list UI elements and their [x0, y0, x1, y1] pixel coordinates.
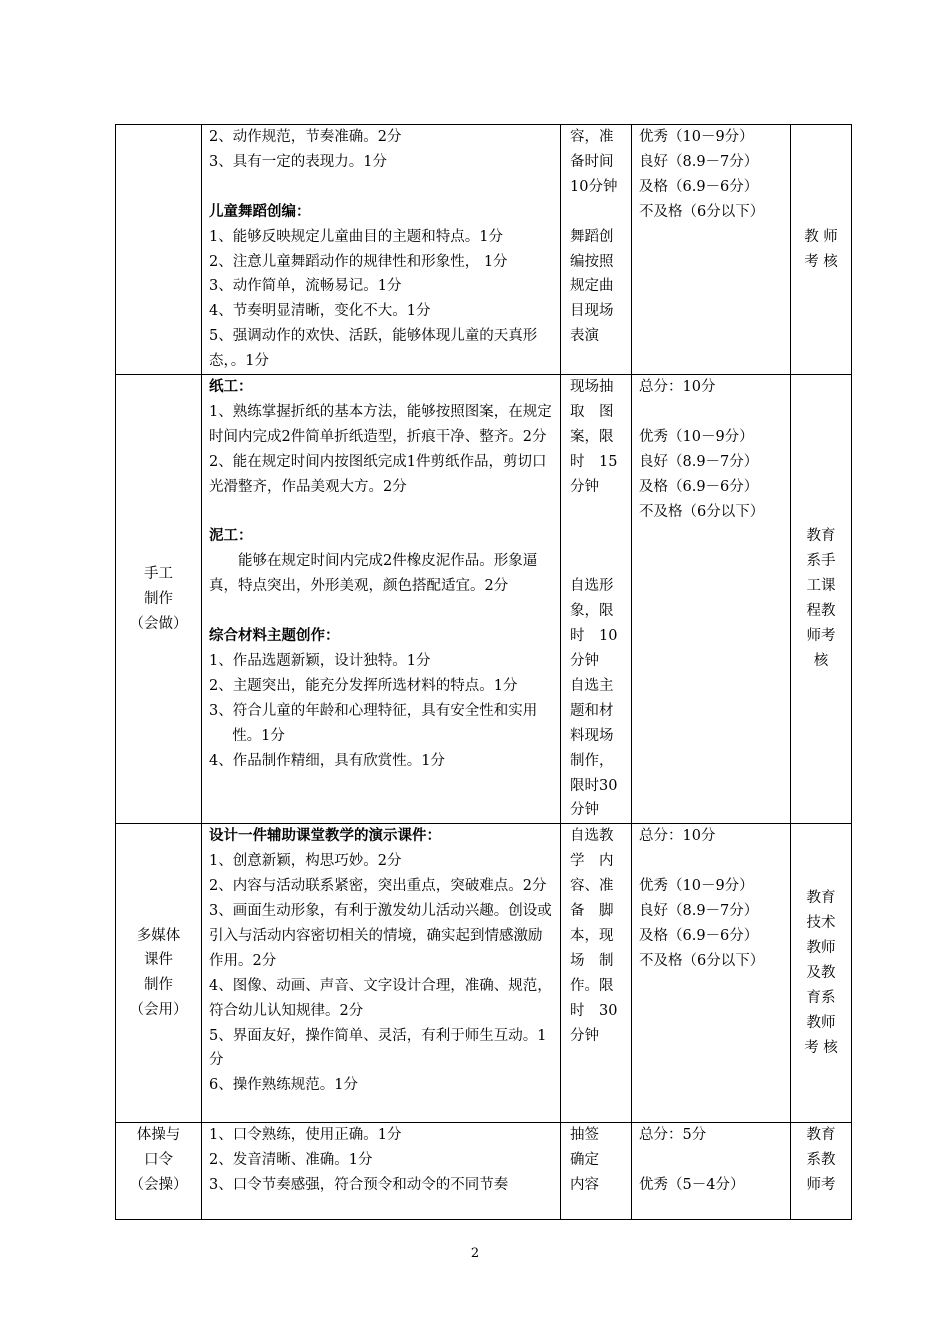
method-line: 题和材	[570, 702, 614, 719]
method-line: 表演	[570, 328, 599, 345]
method-line: 时 30	[570, 1002, 618, 1019]
method-line: 案，限	[570, 428, 614, 445]
table-row	[116, 125, 852, 375]
criteria-line: 2、动作规范，节奏准确。2分	[209, 129, 402, 145]
scoring-line: 及格（6.9－6分）	[639, 478, 759, 495]
criteria-heading: 设计一件辅助课堂教学的演示课件：	[209, 827, 441, 845]
method-line: 容、准	[570, 878, 614, 895]
assessment-table-body	[116, 125, 852, 1220]
assessor-line: 教师	[806, 939, 836, 956]
item-name-cell	[116, 125, 202, 375]
assessor-line: 程教	[806, 603, 836, 620]
scoring-line	[639, 1148, 786, 1173]
criteria-line: 3、口令节奏感强，符合预令和动令的不同节奏	[209, 1177, 509, 1194]
method-line: 料现场	[570, 727, 614, 744]
method-line: 作。限	[570, 977, 614, 994]
scoring-line	[639, 849, 786, 874]
assessor-line: 教 师	[804, 228, 838, 245]
criteria-heading: 儿童舞蹈创编：	[209, 202, 311, 220]
criteria-line: 4、作品制作精细，具有欣赏性。1分	[209, 752, 445, 769]
assessor-line: 教育	[806, 890, 836, 907]
method-line: 确定	[570, 1152, 599, 1169]
method-line: 现场抽	[570, 379, 614, 396]
criteria-line: 3、画面生动形象，有利于激发幼儿活动兴趣。创设或引入与活动内容密切相关的情境，确实起到情感激励作用。2分	[209, 903, 552, 969]
scoring-line: 总分：10分	[639, 379, 716, 396]
criteria-heading: 纸工：	[209, 378, 253, 396]
method-line: 抽签	[570, 1127, 599, 1144]
criteria-line	[209, 175, 556, 200]
criteria-line	[209, 599, 556, 624]
criteria-line: 1、能够反映规定儿童曲目的主题和特点。1分	[209, 228, 503, 245]
scoring-line: 及格（6.9－6分）	[639, 927, 759, 944]
method-line: 场 制	[570, 952, 614, 969]
criteria-line: 6、操作熟练规范。1分	[209, 1077, 358, 1094]
criteria-line: 2、注意儿童舞蹈动作的规律性和形象性， 1分	[209, 253, 508, 270]
item-name: 手工 制作 （会做）	[129, 565, 188, 632]
method-line: 限时30	[570, 777, 618, 794]
criteria-cell	[202, 824, 561, 1123]
assessor-cell	[791, 824, 852, 1123]
assessor-line: 核	[813, 652, 829, 669]
assessor-cell	[791, 125, 852, 375]
table-row	[116, 1123, 852, 1220]
item-name: 体操与 口令 （会操）	[129, 1127, 188, 1194]
method-line: 分钟	[570, 1027, 599, 1044]
method-line: 备时间	[570, 153, 614, 170]
method-line: 10分钟	[570, 178, 618, 195]
criteria-cell	[202, 1123, 561, 1220]
item-name-cell	[116, 1123, 202, 1220]
assessor-cell	[791, 375, 852, 824]
scoring-cell	[632, 125, 791, 375]
scoring-line: 总分：5分	[639, 1127, 707, 1144]
assessor-line: 考 核	[804, 253, 838, 270]
criteria-line: 1、熟练掌握折纸的基本方法，能够按照图案，在规定时间内完成2件简单折纸造型，折痕干净、整齐。2分	[209, 403, 552, 445]
method-line	[570, 549, 627, 574]
scoring-line: 不及格（6分以下）	[639, 203, 765, 220]
assessor-line: 师考	[806, 628, 836, 645]
criteria-line: 3、符合儿童的年龄和心理特征，具有安全性和实用性。1分	[209, 702, 538, 744]
method-cell	[561, 824, 632, 1123]
criteria-line: 2、能在规定时间内按图纸完成1件剪纸作品，剪切口光滑整齐，作品美观大方。2分	[209, 453, 547, 495]
method-line: 时 15	[570, 453, 618, 470]
scoring-line: 总分：10分	[639, 828, 716, 845]
table-row	[116, 824, 852, 1123]
method-cell	[561, 375, 632, 824]
table-row	[116, 375, 852, 824]
criteria-line: 5、界面友好，操作简单、灵活，有利于师生互动。1分	[209, 1027, 547, 1069]
criteria-line: 2、主题突出，能充分发挥所选材料的特点。1分	[209, 677, 518, 694]
method-line: 取 图	[570, 403, 614, 420]
method-cell	[561, 1123, 632, 1220]
scoring-line: 良好（8.9－7分）	[639, 453, 759, 470]
criteria-line: 3、具有一定的表现力。1分	[209, 153, 387, 170]
scoring-line: 及格（6.9－6分）	[639, 178, 759, 195]
scoring-line: 优秀（10－9分）	[639, 428, 754, 445]
scoring-line: 优秀（10－9分）	[639, 878, 754, 895]
method-line: 制作，	[570, 752, 614, 769]
criteria-line: 2、发音清晰、准确。1分	[209, 1152, 373, 1169]
assessor-line: 及教	[806, 964, 836, 981]
criteria-line: 3、动作简单，流畅易记。1分	[209, 278, 402, 295]
criteria-line: 4、图像、动画、声音、文字设计合理，准确、规范，符合幼儿认知规律。2分	[209, 977, 552, 1019]
scoring-line: 良好（8.9－7分）	[639, 903, 759, 920]
assessor-line: 育系	[806, 989, 836, 1006]
method-line: 学 内	[570, 853, 614, 870]
assessor-line: 教育	[806, 1127, 836, 1144]
method-line	[570, 524, 627, 549]
criteria-heading: 泥工：	[209, 527, 253, 545]
item-name: 多媒体 课件 制作 （会用）	[129, 927, 188, 1019]
criteria-line: 5、强调动作的欢快、活跃，能够体现儿童的天真形态，。1分	[209, 328, 538, 370]
method-line	[570, 500, 627, 525]
item-name-cell	[116, 824, 202, 1123]
item-name-cell	[116, 375, 202, 824]
scoring-line: 不及格（6分以下）	[639, 503, 765, 520]
criteria-cell	[202, 125, 561, 375]
method-line: 自选教	[570, 828, 614, 845]
scoring-line: 良好（8.9－7分）	[639, 153, 759, 170]
criteria-line	[209, 500, 556, 525]
method-line: 时 10	[570, 628, 618, 645]
assessor-line: 系手	[806, 553, 836, 570]
method-line: 内容	[570, 1177, 599, 1194]
method-line	[570, 200, 627, 225]
method-line: 象，限	[570, 603, 614, 620]
scoring-cell	[632, 1123, 791, 1220]
method-line: 分钟	[570, 802, 599, 819]
assessor-line: 考 核	[804, 1039, 838, 1056]
method-line: 目现场	[570, 303, 614, 320]
method-cell	[561, 125, 632, 375]
method-line: 自选形	[570, 578, 614, 595]
assessor-line: 教师	[806, 1014, 836, 1031]
scoring-line: 不及格（6分以下）	[639, 952, 765, 969]
criteria-line: 1、作品选题新颖，设计独特。1分	[209, 652, 431, 669]
assessment-table	[115, 124, 852, 1220]
method-line: 分钟	[570, 478, 599, 495]
criteria-line: 1、口令熟练，使用正确。1分	[209, 1127, 402, 1144]
assessor-line: 师考	[806, 1177, 836, 1194]
criteria-heading: 综合材料主题创作：	[209, 627, 340, 645]
assessor-line: 技术	[806, 915, 836, 932]
method-line: 舞蹈创	[570, 228, 614, 245]
page-number: 2	[470, 1246, 480, 1261]
assessor-cell	[791, 1123, 852, 1220]
scoring-line	[639, 400, 786, 425]
criteria-line: 2、内容与活动联系紧密，突出重点，突破难点。2分	[209, 878, 547, 895]
scoring-cell	[632, 824, 791, 1123]
scoring-line: 优秀（10－9分）	[639, 129, 754, 145]
scoring-line: 优秀（5－4分）	[639, 1177, 745, 1194]
assessor-line: 教育	[806, 528, 836, 545]
method-line: 编按照	[570, 253, 614, 270]
criteria-cell	[202, 375, 561, 824]
method-line: 容，准	[570, 129, 614, 145]
criteria-line: 能够在规定时间内完成2件橡皮泥作品。形象逼真，特点突出，外形美观，颜色搭配适宜。2分	[209, 553, 538, 595]
method-line: 规定曲	[570, 278, 614, 295]
scoring-cell	[632, 375, 791, 824]
method-line: 分钟	[570, 652, 599, 669]
assessor-line: 工课	[806, 578, 836, 595]
assessor-line: 系教	[806, 1152, 836, 1169]
criteria-line: 4、节奏明显清晰，变化不大。1分	[209, 303, 431, 320]
method-line: 备 脚	[570, 903, 614, 920]
method-line: 自选主	[570, 677, 614, 694]
criteria-line: 1、创意新颖，构思巧妙。2分	[209, 853, 402, 870]
method-line: 本，现	[570, 927, 614, 944]
